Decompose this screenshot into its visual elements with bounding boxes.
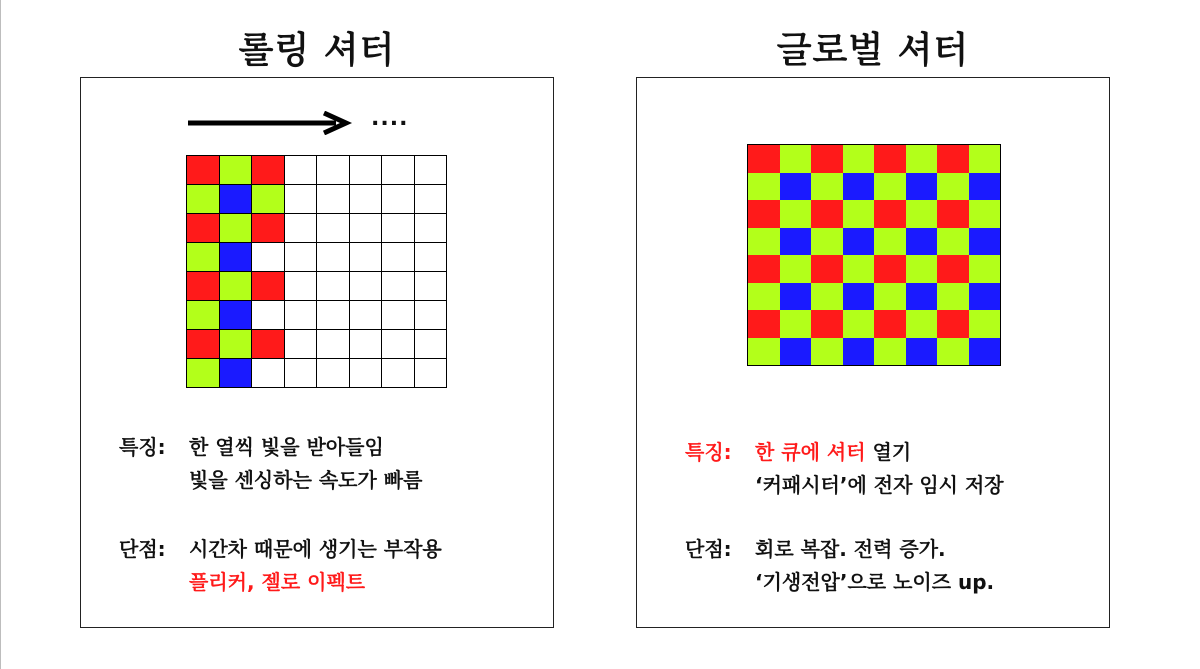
sensor-pixel (811, 145, 843, 173)
sensor-pixel (317, 359, 349, 387)
sensor-pixel (843, 145, 875, 173)
sensor-pixel (382, 243, 414, 271)
sensor-pixel (937, 338, 969, 366)
sensor-pixel (780, 255, 812, 283)
sensor-pixel (187, 359, 219, 387)
sensor-pixel (187, 272, 219, 300)
sensor-pixel (382, 272, 414, 300)
drawback-label: 단점: (119, 537, 166, 561)
sensor-pixel (780, 173, 812, 201)
sensor-pixel (317, 330, 349, 358)
sensor-pixel (843, 228, 875, 256)
sensor-pixel (937, 310, 969, 338)
sensor-pixel (187, 330, 219, 358)
rolling-features (119, 431, 422, 497)
sensor-pixel (874, 338, 906, 366)
sensor-pixel (874, 283, 906, 311)
sensor-pixel (906, 228, 938, 256)
sensor-pixel (187, 185, 219, 213)
global-shutter-title: 글로벌 셔터 (776, 30, 970, 71)
sensor-pixel (906, 338, 938, 366)
sensor-pixel (415, 185, 447, 213)
sensor-pixel (187, 214, 219, 242)
sensor-pixel (811, 228, 843, 256)
global-drawbacks (685, 533, 994, 599)
sensor-pixel (843, 200, 875, 228)
sensor-pixel (748, 310, 780, 338)
sensor-pixel (382, 359, 414, 387)
sensor-pixel (906, 145, 938, 173)
sensor-pixel (937, 283, 969, 311)
rolling-shutter-panel (80, 77, 554, 628)
sensor-pixel (780, 310, 812, 338)
sensor-pixel (748, 173, 780, 201)
sensor-pixel (415, 359, 447, 387)
sensor-pixel (811, 338, 843, 366)
sensor-pixel (350, 243, 382, 271)
global-drawback-line-2: ‘기생전압’으로 노이즈 up. (755, 570, 995, 594)
sensor-pixel (843, 310, 875, 338)
sensor-pixel (317, 185, 349, 213)
continuation-dots: .... (371, 106, 409, 131)
sensor-pixel (874, 173, 906, 201)
sensor-pixel (843, 255, 875, 283)
sensor-pixel (220, 301, 252, 329)
sensor-pixel (382, 214, 414, 242)
sensor-pixel (780, 338, 812, 366)
sensor-pixel (252, 272, 284, 300)
global-features (685, 436, 1004, 502)
sensor-pixel (285, 185, 317, 213)
sensor-pixel (906, 283, 938, 311)
sensor-pixel (874, 228, 906, 256)
sensor-pixel (415, 301, 447, 329)
sensor-pixel (187, 243, 219, 271)
sensor-pixel (969, 283, 1001, 311)
sensor-pixel (317, 272, 349, 300)
rolling-feature-line-2: 빛을 센싱하는 속도가 빠름 (189, 468, 423, 492)
sensor-pixel (874, 200, 906, 228)
sensor-pixel (220, 330, 252, 358)
sensor-pixel (906, 310, 938, 338)
sensor-pixel (382, 301, 414, 329)
sensor-pixel (252, 185, 284, 213)
sensor-pixel (780, 228, 812, 256)
sensor-pixel (285, 214, 317, 242)
sensor-pixel (937, 173, 969, 201)
sensor-pixel (252, 156, 284, 184)
sensor-pixel (317, 301, 349, 329)
sensor-pixel (811, 283, 843, 311)
sensor-pixel (937, 145, 969, 173)
rolling-sensor-grid (186, 155, 447, 388)
sensor-pixel (252, 330, 284, 358)
sensor-pixel (969, 255, 1001, 283)
sensor-pixel (874, 145, 906, 173)
sensor-pixel (285, 301, 317, 329)
sensor-pixel (252, 359, 284, 387)
sensor-pixel (811, 255, 843, 283)
left-border-line (0, 0, 1, 669)
sensor-pixel (252, 301, 284, 329)
sensor-pixel (350, 359, 382, 387)
sensor-pixel (285, 243, 317, 271)
global-feature-line-1-rest: 열기 (865, 440, 912, 464)
rolling-shutter-title: 롤링 셔터 (238, 30, 396, 71)
sensor-pixel (748, 255, 780, 283)
sensor-pixel (285, 359, 317, 387)
sensor-pixel (220, 243, 252, 271)
sensor-pixel (285, 330, 317, 358)
sensor-pixel (748, 283, 780, 311)
sensor-pixel (415, 156, 447, 184)
feature-label: 특징: (119, 435, 166, 459)
rolling-drawbacks (119, 533, 442, 599)
sensor-pixel (780, 200, 812, 228)
drawback-label: 단점: (685, 537, 732, 561)
sensor-pixel (252, 243, 284, 271)
sensor-pixel (220, 185, 252, 213)
rolling-drawback-line-1: 시간차 때문에 생기는 부작용 (189, 537, 442, 561)
sensor-pixel (937, 255, 969, 283)
sensor-pixel (969, 145, 1001, 173)
sensor-pixel (748, 145, 780, 173)
sensor-pixel (285, 156, 317, 184)
global-sensor-grid (747, 144, 1001, 366)
sensor-pixel (874, 255, 906, 283)
sensor-pixel (811, 310, 843, 338)
sensor-pixel (969, 310, 1001, 338)
sensor-pixel (748, 200, 780, 228)
feature-label: 특징: (685, 440, 732, 464)
sensor-pixel (382, 185, 414, 213)
sensor-pixel (969, 228, 1001, 256)
sensor-pixel (874, 310, 906, 338)
sensor-pixel (317, 156, 349, 184)
sensor-pixel (843, 338, 875, 366)
sensor-pixel (220, 359, 252, 387)
sensor-pixel (906, 173, 938, 201)
sensor-pixel (382, 330, 414, 358)
sensor-pixel (285, 272, 317, 300)
sensor-pixel (811, 173, 843, 201)
global-drawback-line-1: 회로 복잡. 전력 증가. (755, 537, 946, 561)
sensor-pixel (906, 255, 938, 283)
sensor-pixel (843, 173, 875, 201)
global-feature-highlight: 한 큐에 셔터 (755, 440, 866, 464)
sensor-pixel (382, 156, 414, 184)
sensor-pixel (350, 330, 382, 358)
sensor-pixel (415, 214, 447, 242)
sensor-pixel (811, 200, 843, 228)
sensor-pixel (748, 228, 780, 256)
sensor-pixel (843, 283, 875, 311)
sensor-pixel (969, 338, 1001, 366)
sensor-pixel (937, 228, 969, 256)
sensor-pixel (252, 214, 284, 242)
scan-direction-arrow-icon (186, 111, 366, 135)
sensor-pixel (350, 185, 382, 213)
sensor-pixel (220, 272, 252, 300)
sensor-pixel (780, 145, 812, 173)
sensor-pixel (350, 214, 382, 242)
sensor-pixel (220, 214, 252, 242)
sensor-pixel (415, 272, 447, 300)
sensor-pixel (969, 200, 1001, 228)
sensor-pixel (969, 173, 1001, 201)
sensor-pixel (748, 338, 780, 366)
sensor-pixel (906, 200, 938, 228)
rolling-feature-line-1: 한 열씩 빛을 받아들임 (189, 435, 384, 459)
rolling-drawback-line-2: 플리커, 젤로 이펙트 (189, 570, 366, 594)
sensor-pixel (317, 243, 349, 271)
sensor-pixel (937, 200, 969, 228)
sensor-pixel (317, 214, 349, 242)
sensor-pixel (415, 330, 447, 358)
sensor-pixel (350, 156, 382, 184)
sensor-pixel (780, 283, 812, 311)
sensor-pixel (187, 156, 219, 184)
sensor-pixel (187, 301, 219, 329)
global-shutter-panel (636, 77, 1110, 628)
sensor-pixel (350, 301, 382, 329)
global-feature-line-2: ‘커패시터’에 전자 임시 저장 (755, 473, 1004, 497)
sensor-pixel (350, 272, 382, 300)
sensor-pixel (415, 243, 447, 271)
sensor-pixel (220, 156, 252, 184)
